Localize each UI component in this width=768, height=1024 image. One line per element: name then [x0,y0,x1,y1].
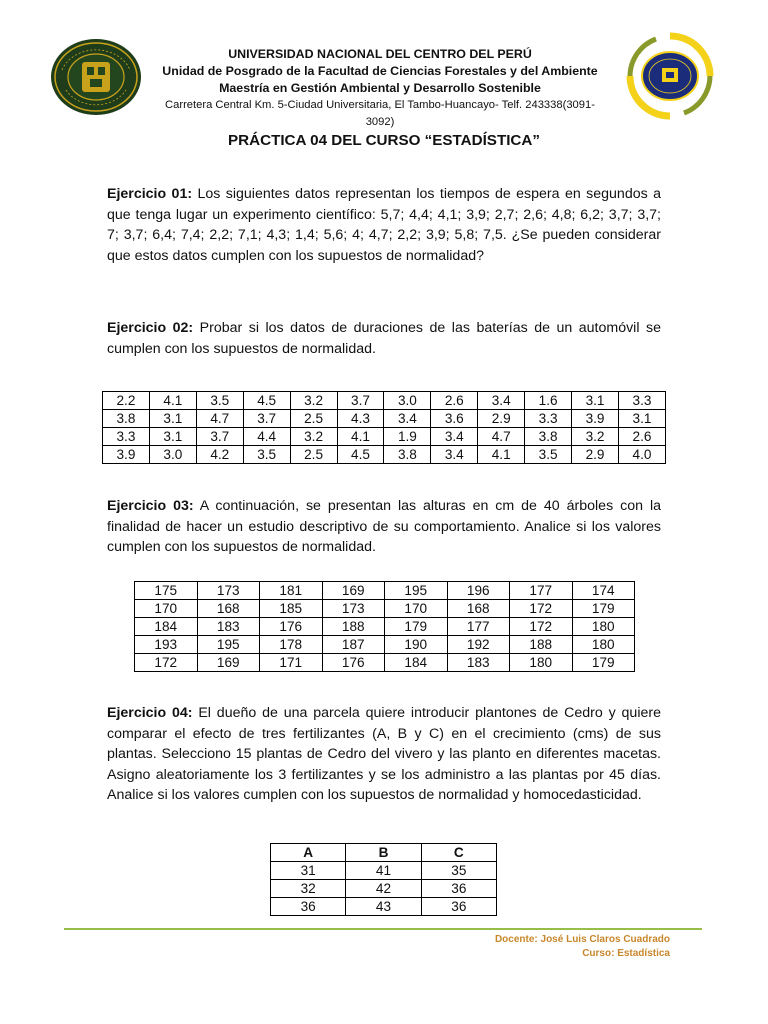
table-cell: 172 [135,654,198,672]
table-cell: 172 [510,618,573,636]
table-cell: 179 [572,600,635,618]
table-cell: 4.3 [337,410,384,428]
table-cell: 176 [260,618,323,636]
table-cell: 3.8 [103,410,150,428]
table-cell: 168 [197,600,260,618]
table-cell: 3.6 [431,410,478,428]
table-cell: 2.6 [431,392,478,410]
table-cell: 3.2 [290,428,337,446]
table-cell: 4.7 [478,428,525,446]
table-cell: 180 [572,636,635,654]
table-row [135,582,635,600]
table-row [103,446,666,464]
table-cell: 196 [447,582,510,600]
table-cell: 3.5 [525,446,572,464]
table-cell: 174 [572,582,635,600]
table-cell: 177 [447,618,510,636]
battery-duration-table [102,391,666,464]
table-cell: 175 [135,582,198,600]
table-cell: 193 [135,636,198,654]
table-cell: 2.6 [618,428,665,446]
table-cell: 171 [260,654,323,672]
table-cell: 179 [572,654,635,672]
exercise-03-text: A continuación, se presentan las alturas en cm de 40 árboles con la finalidad de hacer un estudio descriptivo de su comportamiento. Analice si los valores cumplen con los supuestos de normalidad. [107,498,661,555]
table-cell: 190 [385,636,448,654]
table-cell: 3.4 [478,392,525,410]
exercise-03-label: Ejercicio 03: [107,498,194,514]
table-cell: 35 [421,862,496,880]
table-cell: 3.1 [572,392,619,410]
table-cell: 4.1 [149,392,196,410]
exercise-02-label: Ejercicio 02: [107,320,194,336]
institution-header [160,46,600,131]
table-cell: 3.4 [384,410,431,428]
table-cell: 170 [385,600,448,618]
graduate-unit: Unidad de Posgrado de la Facultad de Ciencias Forestales y del Ambiente [162,64,598,78]
table-row [271,898,497,916]
table-cell: 4.1 [337,428,384,446]
table-cell: 32 [271,880,346,898]
fertilizer-table [270,843,497,916]
table-cell: 195 [385,582,448,600]
table-cell: 2.9 [478,410,525,428]
table-cell: 4.7 [196,410,243,428]
table-cell: 192 [447,636,510,654]
table-row [135,654,635,672]
table-row [135,600,635,618]
footer-divider [64,928,702,930]
table-cell: 181 [260,582,323,600]
table-cell: 43 [346,898,421,916]
table-cell: 3.8 [525,428,572,446]
exercise-03 [107,496,661,558]
table-row [135,636,635,654]
table-cell: 2.9 [572,446,619,464]
table-cell: 4.0 [618,446,665,464]
faculty-emblem-icon [624,30,716,122]
table-cell: 183 [447,654,510,672]
table-cell: 2.5 [290,410,337,428]
exercise-02-text: Probar si los datos de duraciones de las baterías de un automóvil se cumplen con los supuestos de normalidad. [107,320,661,357]
table-cell: 36 [421,898,496,916]
program-name: Maestría en Gestión Ambiental y Desarrollo Sostenible [219,81,541,95]
table-row [103,392,666,410]
exercise-04-text: El dueño de una parcela quiere introducir plantones de Cedro y quiere comparar el efecto de tres fertilizantes (A, B y C) en el crecimiento (cms) de sus plantas. Selecciono 15 plantas de Cedro del vivero y las planto en diferentes macetas. Asigno aleatoriamente los 3 fertilizantes y se los administro a las plantas por 45 días. Analice si los valores cumplen con los supuestos de normalidad y homocedasticidad. [107,705,661,803]
exercise-02 [107,318,661,359]
page-title: PRÁCTICA 04 DEL CURSO “ESTADÍSTICA” [228,132,540,149]
table-cell: 3.1 [149,410,196,428]
table-row [103,428,666,446]
column-header: C [421,844,496,862]
table-cell: 169 [322,582,385,600]
exercise-01 [107,184,661,266]
table-cell: 176 [322,654,385,672]
table-cell: 4.4 [243,428,290,446]
table-cell: 3.3 [525,410,572,428]
table-cell: 172 [510,600,573,618]
exercise-04 [107,703,661,806]
table-cell: 188 [322,618,385,636]
table-cell: 4.5 [337,446,384,464]
table-cell: 4.2 [196,446,243,464]
column-header: B [346,844,421,862]
table-cell: 173 [197,582,260,600]
table-row [271,862,497,880]
table-cell: 1.9 [384,428,431,446]
table-row [271,880,497,898]
table-cell: 3.5 [196,392,243,410]
university-name: UNIVERSIDAD NACIONAL DEL CENTRO DEL PERÚ [228,47,532,61]
table-row [135,618,635,636]
table-cell: 3.3 [103,428,150,446]
table-cell: 3.1 [618,410,665,428]
table-cell: 3.2 [572,428,619,446]
table-cell: 183 [197,618,260,636]
exercise-01-text: Los siguientes datos representan los tiempos de espera en segundos a que tenga lugar un experimento científico: 5,7; 4,4; 4,1; 3,9; 2,7; 2,6; 4,8; 6,2; 3,7; 3,7; 7; 3,7; 6,4; 7,4; 2,2; 7,1; 4,3; 1,4; 5,6; 4; 4,7; 2,2; 3,9; 5,8; 7,5. ¿Se pueden considerar que estos datos cumplen con los supuestos de normalidad? [107,186,661,264]
table-cell: 3.9 [572,410,619,428]
table-cell: 3.1 [149,428,196,446]
table-cell: 184 [135,618,198,636]
table-cell: 177 [510,582,573,600]
address-line: Carretera Central Km. 5-Ciudad Universitaria, El Tambo-Huancayo- Telf. 243338(3091-3092) [165,99,595,128]
table-cell: 2.2 [103,392,150,410]
column-header: A [271,844,346,862]
table-cell: 3.3 [618,392,665,410]
exercise-04-label: Ejercicio 04: [107,705,193,721]
table-cell: 42 [346,880,421,898]
university-seal-icon [50,38,142,116]
table-cell: 2.5 [290,446,337,464]
table-cell: 1.6 [525,392,572,410]
table-cell: 173 [322,600,385,618]
table-row [103,410,666,428]
footer-teacher: Docente: José Luis Claros Cuadrado [494,934,670,945]
table-cell: 3.7 [196,428,243,446]
table-cell: 179 [385,618,448,636]
table-cell: 36 [271,898,346,916]
table-cell: 3.7 [337,392,384,410]
table-cell: 3.2 [290,392,337,410]
table-cell: 4.5 [243,392,290,410]
table-cell: 31 [271,862,346,880]
table-cell: 178 [260,636,323,654]
table-cell: 184 [385,654,448,672]
table-cell: 3.8 [384,446,431,464]
table-cell: 187 [322,636,385,654]
footer-course: Curso: Estadística [582,948,670,959]
table-cell: 3.7 [243,410,290,428]
table-cell: 170 [135,600,198,618]
table-cell: 41 [346,862,421,880]
table-cell: 168 [447,600,510,618]
table-cell: 36 [421,880,496,898]
exercise-01-label: Ejercicio 01: [107,186,193,202]
table-cell: 180 [510,654,573,672]
table-cell: 3.4 [431,446,478,464]
table-header-row [271,844,497,862]
table-cell: 195 [197,636,260,654]
table-cell: 3.0 [149,446,196,464]
table-cell: 185 [260,600,323,618]
table-cell: 3.0 [384,392,431,410]
table-cell: 3.9 [103,446,150,464]
table-cell: 180 [572,618,635,636]
table-cell: 3.5 [243,446,290,464]
table-cell: 169 [197,654,260,672]
table-cell: 3.4 [431,428,478,446]
table-cell: 4.1 [478,446,525,464]
tree-height-table [134,581,635,672]
table-cell: 188 [510,636,573,654]
